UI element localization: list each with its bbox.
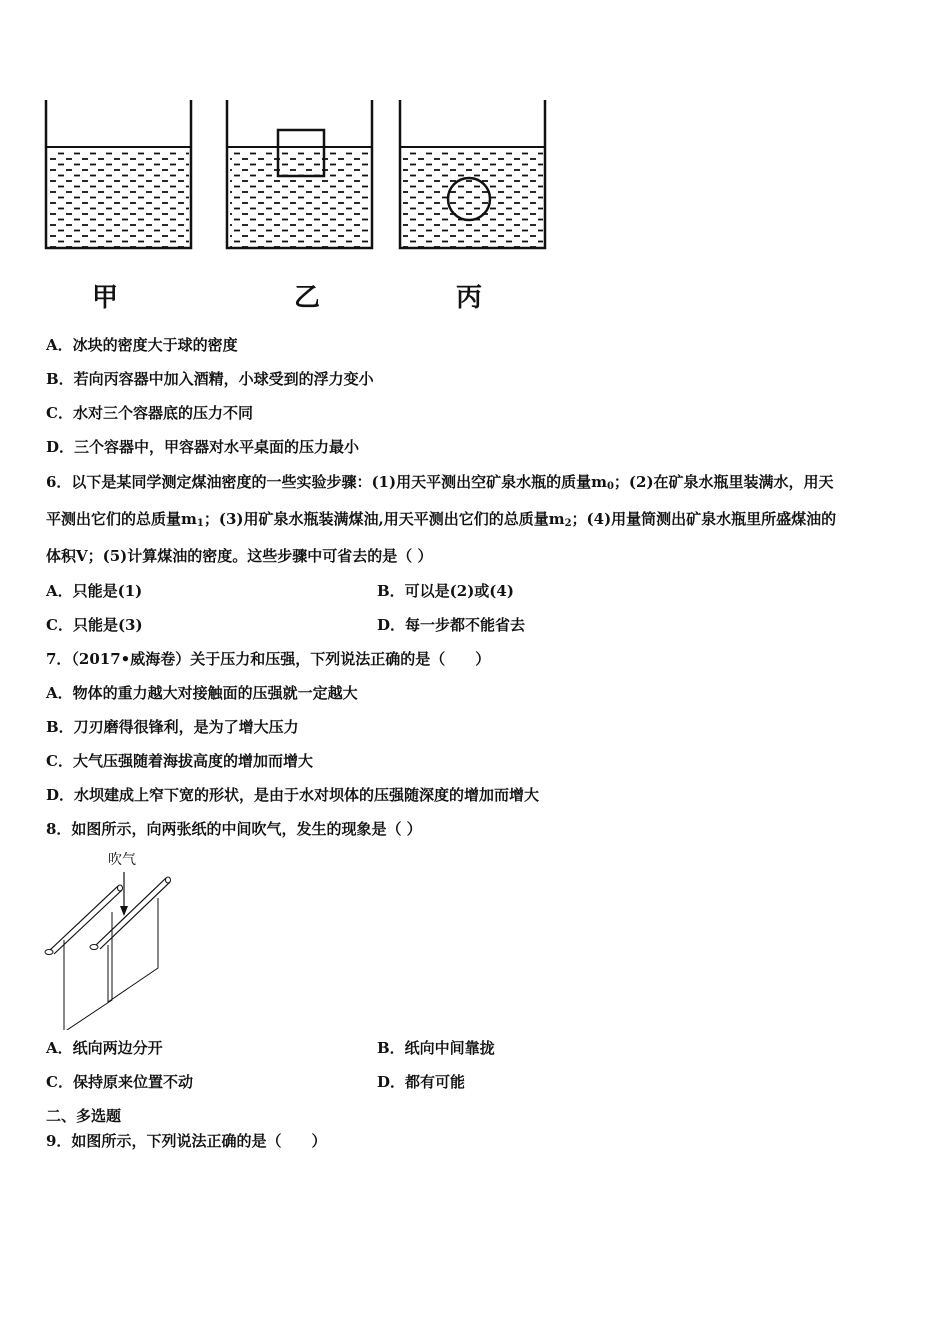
container-bing <box>400 100 545 248</box>
q9-stem: 9．如图所示，下列说法正确的是（ ） <box>46 1132 327 1150</box>
q8-figure-label: 吹气 <box>108 852 136 868</box>
q5-option-b: B．若向丙容器中加入酒精，小球受到的浮力变小 <box>46 370 374 388</box>
q8-option-a: A．纸向两边分开 <box>46 1039 163 1057</box>
q8-option-b: B．纸向中间靠拢 <box>377 1039 495 1057</box>
q8-stem: 8．如图所示，向两张纸的中间吹气，发生的现象是（ ） <box>46 820 422 838</box>
q6-stem-line1: 6．以下是某同学测定煤油密度的一些实验步骤：(1)用天平测出空矿泉水瓶的质量$m_0$；(2)在矿泉水瓶里装满水，用天 <box>46 473 834 492</box>
paper-blow-figure <box>40 850 220 1030</box>
q8-option-c: C．保持原来位置不动 <box>46 1073 193 1091</box>
q7-stem: 7．（2017•威海卷）关于压力和压强，下列说法正确的是（ ） <box>46 650 491 668</box>
label-bing: 丙 <box>456 283 483 313</box>
q7-option-d: D．水坝建成上窄下宽的形状，是由于水对坝体的压强随深度的增加而增大 <box>46 786 540 804</box>
q7-option-b: B．刀刃磨得很锋利，是为了增大压力 <box>46 718 299 736</box>
q7-option-c: C．大气压强随着海拔高度的增加而增大 <box>46 752 313 770</box>
q6-option-d: D．每一步都不能省去 <box>377 616 526 634</box>
q8-option-d: D．都有可能 <box>377 1073 466 1091</box>
q6-option-c: C．只能是(3) <box>46 616 143 634</box>
q5-option-c: C．水对三个容器底的压力不同 <box>46 404 253 422</box>
q5-option-a: A．冰块的密度大于球的密度 <box>46 336 238 354</box>
q6-stem-line3: 体积V；(5)计算煤油的密度。这些步骤中可省去的是（ ） <box>46 547 433 565</box>
q7-option-a: A．物体的重力越大对接触面的压强就一定越大 <box>46 684 358 702</box>
label-jia: 甲 <box>92 283 119 313</box>
paper-front <box>108 898 158 1002</box>
container-jia <box>46 100 191 248</box>
q5-option-d: D．三个容器中，甲容器对水平桌面的压力最小 <box>46 438 360 456</box>
q6-option-b: B．可以是(2)或(4) <box>377 582 514 600</box>
section-heading-multi-choice: 二、多选题 <box>46 1107 122 1125</box>
q6-stem-line2: 平测出它们的总质量$m_1$；(3)用矿泉水瓶装满煤油,用天平测出它们的总质量$m_2$；(4)用量筒测出矿泉水瓶里所盛煤油的 <box>46 510 837 529</box>
label-yi: 乙 <box>294 283 321 313</box>
q6-option-a: A．只能是(1) <box>46 582 143 600</box>
container-yi <box>227 100 372 248</box>
